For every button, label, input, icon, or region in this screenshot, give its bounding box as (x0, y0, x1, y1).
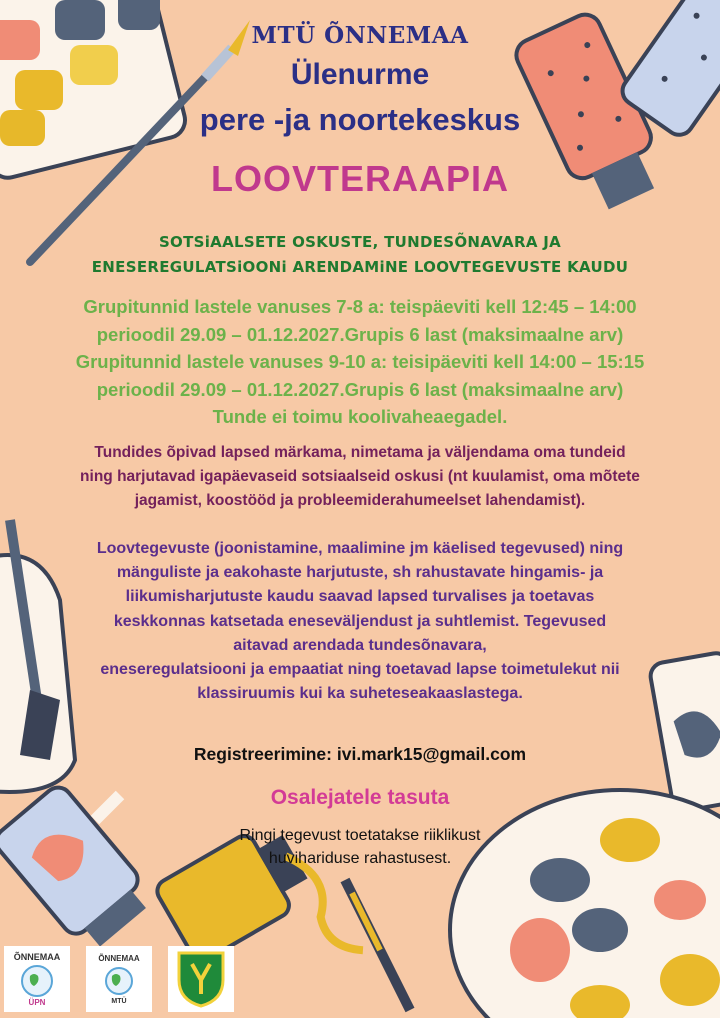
onnemaa-upn-logo (4, 946, 70, 1012)
center-name-line2: pere -ja noortekeskus (199, 102, 521, 137)
page-title: LOOVTERAAPIA (210, 158, 509, 199)
paragraph-line: aitavad arendada tundesõnavara, (233, 636, 487, 654)
onnemaa-mtu-logo (86, 946, 152, 1012)
funding-note (180, 824, 540, 870)
paragraph-line: liikumisharjutuste kaudu saavad lapsed turvalises ja toetavas (125, 588, 595, 606)
description-paragraph-2 (20, 537, 700, 706)
globe-icon (20, 964, 54, 998)
municipality-crest-logo (168, 946, 234, 1012)
funding-line: Ringi tegevust toetatakse riiklikust (239, 827, 481, 844)
free-of-charge-note: Osalejatele tasuta (270, 786, 450, 809)
paragraph-line: jagamist, koostööd ja probleemiderahumeelset lahendamist). (134, 492, 586, 509)
description-paragraph-1 (20, 441, 700, 513)
center-name-line1: Ülenurme (290, 58, 430, 91)
logo-text: ÕNNEMAA (98, 954, 140, 963)
funding-line: huvihariduse rahastusest. (268, 850, 452, 867)
paragraph-line: Loovtegevuste (joonistamine, maalimine jm käelised tegevused) ning (96, 540, 624, 557)
schedule-line: Grupitunnid lastele vanuses 7-8 a: teispäeviti kell 12:45 – 14:00 (83, 296, 637, 317)
schedule-line: Tunde ei toimu koolivaheaegadel. (212, 406, 508, 427)
paragraph-line: ning harjutavad igapäevaseid sotsiaalseid oskusi (nt kuulamist, oma mõtete (80, 468, 640, 485)
paragraph-line: klassiruumis kui ka suheteseakaaslastega. (197, 685, 523, 703)
paintbrush-icon (345, 880, 410, 1010)
subtitle (0, 230, 720, 280)
paragraph-line: Tundides õpivad lapsed märkama, nimetama ja väljendama oma tundeid (94, 444, 626, 461)
subtitle-line: ENESEREGULATSiOONi ARENDAMiNE LOOVTEGEVUSTE KAUDU (91, 258, 629, 276)
logo-subtext: ÜPN (28, 998, 46, 1007)
globe-icon (104, 966, 134, 996)
paragraph-line: mänguliste ja eakohaste harjutuste, sh rahustavate hingamis- ja (116, 564, 604, 582)
schedule-block (0, 293, 720, 431)
logo-subtext: MTÜ (111, 998, 127, 1005)
paragraph-line: keskkonnas katsetada eneseväljendust ja suhtlemist. Tegevused (113, 612, 607, 630)
schedule-line: perioodil 29.09 – 01.12.2027.Grupis 6 last (maksimaalne arv) (96, 378, 624, 400)
schedule-line: Grupitunnid lastele vanuses 9-10 a: teisipäeviti kell 14:00 – 15:15 (75, 351, 645, 372)
registration-contact[interactable]: Registreerimine: ivi.mark15@gmail.com (193, 744, 527, 764)
paragraph-line: eneseregulatsiooni ja empaatiat ning toetavad lapse toimetulekut nii (100, 661, 620, 679)
logo-text: ÕNNEMAA (13, 952, 61, 962)
organization-name: MTÜ ÕNNEMAA (251, 22, 469, 49)
schedule-line: perioodil 29.09 – 01.12.2027.Grupis 6 last (maksimaalne arv) (96, 323, 624, 345)
shield-icon (176, 950, 226, 1008)
subtitle-line: SOTSiAALSETE OSKUSTE, TUNDESÕNAVARA JA (158, 233, 562, 251)
